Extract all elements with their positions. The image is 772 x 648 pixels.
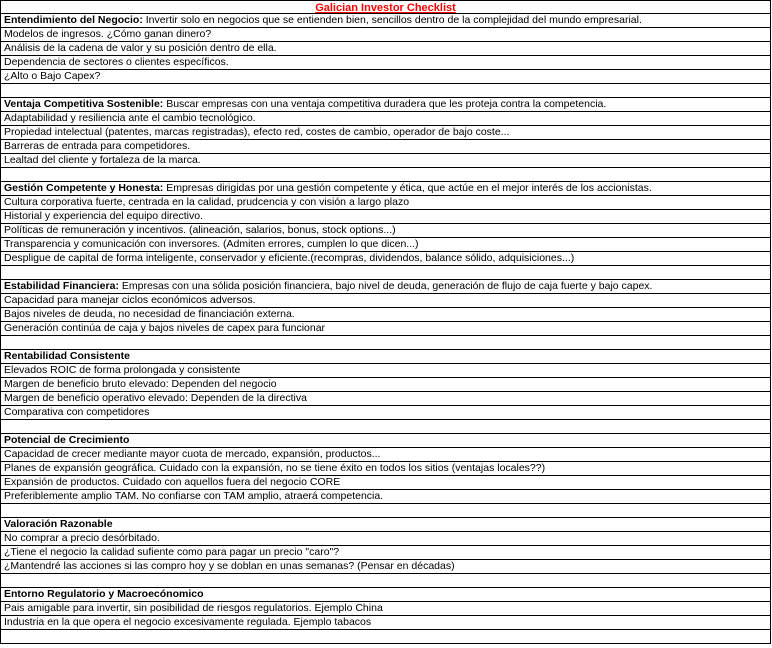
empty-row	[1, 336, 770, 350]
sheet-title: Galician Investor Checklist	[1, 0, 770, 14]
section-heading: Entorno Regulatorio y Macroecónomico	[4, 588, 204, 600]
empty-row	[1, 574, 770, 588]
checklist-rows	[1, 14, 770, 644]
checklist-item: Generación continúa de caja y bajos niveles de capex para funcionar	[1, 322, 770, 336]
checklist-item: Políticas de remuneración y incentivos. (alineación, salarios, bonus, stock options...)	[1, 224, 770, 238]
checklist-item: Capacidad para manejar ciclos económicos adversos.	[1, 294, 770, 308]
empty-row	[1, 420, 770, 434]
checklist-item: Análisis de la cadena de valor y su posición dentro de ella.	[1, 42, 770, 56]
checklist-item: Capacidad de crecer mediante mayor cuota de mercado, expansión, productos...	[1, 448, 770, 462]
checklist-item: Bajos niveles de deuda, no necesidad de financiación externa.	[1, 308, 770, 322]
section-heading: Rentabilidad Consistente	[4, 350, 131, 362]
section-description: Invertir solo en negocios que se entienden bien, sencillos dentro de la complejidad del mundo empresarial.	[142, 14, 642, 26]
checklist-item: Dependencia de sectores o clientes específicos.	[1, 56, 770, 70]
empty-row	[1, 504, 770, 518]
checklist-item: Margen de beneficio operativo elevado: Dependen de la directiva	[1, 392, 770, 406]
section-heading: Estabilidad Financiera:	[4, 280, 119, 292]
checklist-item: Margen de beneficio bruto elevado: Dependen del negocio	[1, 378, 770, 392]
section-heading-row	[1, 518, 770, 532]
section-heading: Ventaja Competitiva Sostenible:	[4, 98, 164, 110]
checklist-item: Pais amigable para invertir, sin posibilidad de riesgos regulatorios. Ejemplo China	[1, 602, 770, 616]
checklist-item: Despligue de capital de forma inteligente, conservador y eficiente.(recompras, dividendos, balance sólido, adquisiciones...)	[1, 252, 770, 266]
section-description: Buscar empresas con una ventaja competitiva duradera que les proteja contra la competencia.	[163, 98, 607, 110]
section-heading-row	[1, 182, 770, 196]
section-heading: Gestión Competente y Honesta:	[4, 182, 164, 194]
checklist-item: Modelos de ingresos. ¿Cómo ganan dinero?	[1, 28, 770, 42]
section-description: Empresas con una sólida posición financiera, bajo nivel de deuda, generación de flujo de caja fuerte y bajo capex.	[118, 280, 653, 292]
checklist-item: ¿Alto o Bajo Capex?	[1, 70, 770, 84]
section-heading-row	[1, 434, 770, 448]
checklist-item: Adaptabilidad y resiliencia ante el cambio tecnológico.	[1, 112, 770, 126]
empty-row	[1, 266, 770, 280]
checklist-item: ¿Mantendré las acciones si las compro hoy y se doblan en unas semanas? (Pensar en décadas)	[1, 560, 770, 574]
checklist-item: Lealtad del cliente y fortaleza de la marca.	[1, 154, 770, 168]
checklist-item: Historial y experiencia del equipo directivo.	[1, 210, 770, 224]
section-heading-row	[1, 98, 770, 112]
checklist-item: No comprar a precio desórbitado.	[1, 532, 770, 546]
empty-row	[1, 84, 770, 98]
section-heading-row	[1, 14, 770, 28]
checklist-item: Preferiblemente amplio TAM. No confiarse con TAM amplio, atraerá competencia.	[1, 490, 770, 504]
section-heading: Entendimiento del Negocio:	[4, 14, 143, 26]
section-heading-row	[1, 280, 770, 294]
checklist-item: Comparativa con competidores	[1, 406, 770, 420]
checklist-item: Planes de expansión geográfica. Cuidado con la expansión, no se tiene éxito en todos los sitios (ventajas locales??)	[1, 462, 770, 476]
section-heading: Potencial de Crecimiento	[4, 434, 130, 446]
checklist-item: Industria en la que opera el negocio excesivamente regulada. Ejemplo tabacos	[1, 616, 770, 630]
checklist-item: Propiedad intelectual (patentes, marcas registradas), efecto red, costes de cambio, operador de bajo coste...	[1, 126, 770, 140]
checklist-item: Cultura corporativa fuerte, centrada en la calidad, prudcencia y con visión a largo plazo	[1, 196, 770, 210]
checklist-item: Barreras de entrada para competidores.	[1, 140, 770, 154]
checklist-item: Transparencia y comunicación con inversores. (Admiten errores, cumplen lo que dicen...)	[1, 238, 770, 252]
section-heading-row	[1, 588, 770, 602]
section-description: Empresas dirigidas por una gestión competente y ética, que actúe en el mejor interés de los accionistas.	[163, 182, 652, 194]
empty-row	[1, 168, 770, 182]
checklist-item: ¿Tiene el negocio la calidad sufiente como para pagar un precio "caro"?	[1, 546, 770, 560]
checklist-item: Expansión de productos. Cuidado con aquellos fuera del negocio CORE	[1, 476, 770, 490]
checklist-item: Elevados ROIC de forma prolongada y consistente	[1, 364, 770, 378]
section-heading: Valoración Razonable	[4, 518, 113, 530]
section-heading-row	[1, 350, 770, 364]
empty-row	[1, 630, 770, 644]
